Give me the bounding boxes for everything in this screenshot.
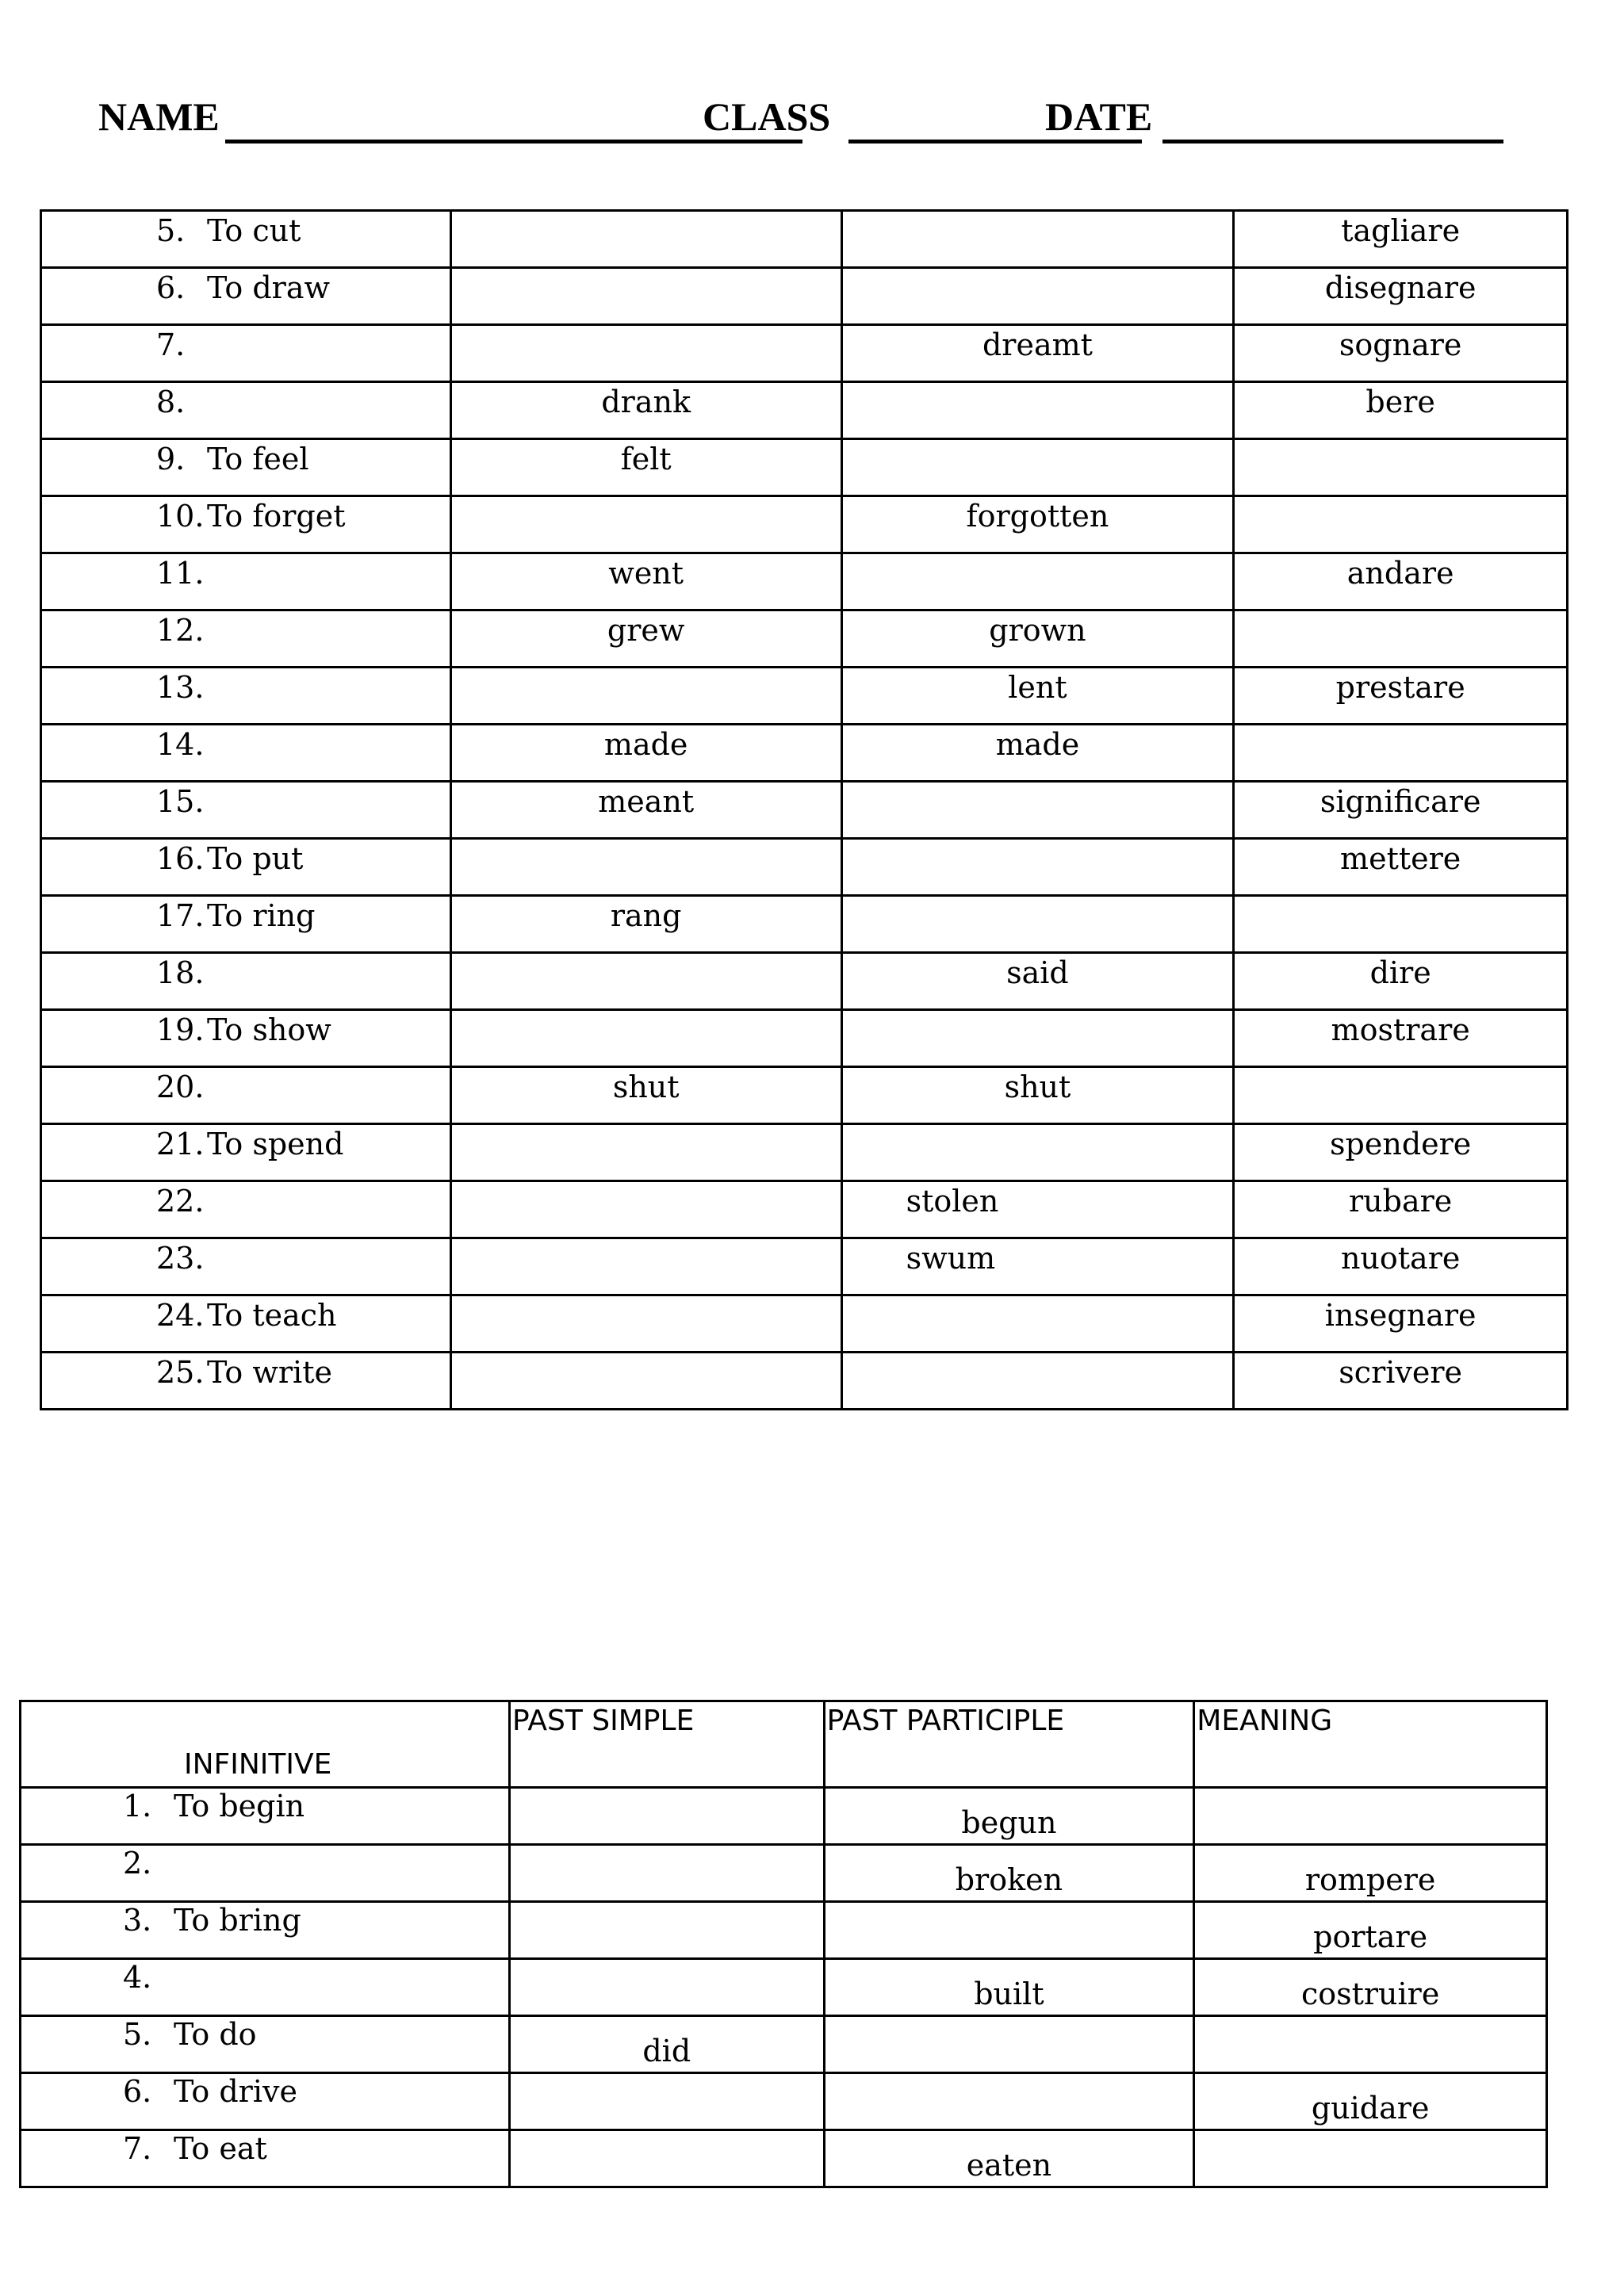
table-row [41,325,1568,382]
past-participle-cell[interactable]: shut [841,1067,1234,1124]
past-simple-cell[interactable] [450,1124,841,1181]
infinitive-cell [41,610,451,668]
table-row [41,382,1568,439]
infinitive-cell [21,2073,510,2130]
past-simple-cell[interactable] [450,211,841,268]
meaning-cell[interactable]: tagliare [1234,211,1568,268]
infinitive-cell [41,211,451,268]
infinitive-cell [41,382,451,439]
meaning-cell[interactable]: prestare [1234,668,1568,725]
meaning-cell[interactable] [1194,2130,1547,2187]
past-participle-cell[interactable]: dreamt [841,325,1234,382]
past-simple-cell[interactable] [450,1010,841,1067]
row-number: 18. [156,955,205,990]
infinitive-cell [41,553,451,610]
table-row [21,1845,1547,1902]
infinitive-text: To show [207,1012,331,1047]
infinitive-cell [41,668,451,725]
past-simple-cell[interactable] [450,1295,841,1353]
past-participle-cell[interactable] [841,782,1234,839]
past-simple-cell[interactable]: meant [450,782,841,839]
table-row [21,1788,1547,1845]
infinitive-text: To spend [207,1127,344,1161]
past-simple-cell[interactable]: grew [450,610,841,668]
past-participle-cell[interactable]: made [841,725,1234,782]
infinitive-text: To forget [207,499,346,534]
row-number: 1. [123,1789,152,1823]
infinitive-cell [41,496,451,553]
infinitive-cell [41,1181,451,1238]
row-number: 19. [156,1012,205,1047]
meaning-cell[interactable] [1234,610,1568,668]
meaning-cell[interactable] [1194,2016,1547,2073]
meaning-cell[interactable]: nuotare [1234,1238,1568,1295]
row-number: 20. [156,1070,205,1104]
table-row [41,782,1568,839]
class-field-line[interactable] [848,140,1142,144]
meaning-cell[interactable]: significare [1234,782,1568,839]
table-row [41,1181,1568,1238]
row-number: 9. [156,442,186,476]
table-row [41,439,1568,496]
header-past-participle: PAST PARTICIPLE [824,1701,1194,1788]
past-simple-cell[interactable] [509,2130,824,2187]
infinitive-cell [41,1295,451,1353]
table-row [41,268,1568,325]
past-participle-cell[interactable] [841,211,1234,268]
meaning-cell[interactable] [1234,1067,1568,1124]
past-simple-cell[interactable] [450,325,841,382]
table-row [41,839,1568,896]
infinitive-text: To draw [207,270,331,305]
past-participle-cell[interactable]: grown [841,610,1234,668]
row-number: 3. [123,1903,152,1938]
meaning-cell[interactable]: spendere [1234,1124,1568,1181]
past-participle-cell[interactable] [841,268,1234,325]
past-participle-cell[interactable] [841,1010,1234,1067]
name-field-line[interactable] [225,140,802,144]
past-participle-cell[interactable] [824,1902,1194,1959]
meaning-cell[interactable]: rubare [1234,1181,1568,1238]
table-row [41,1295,1568,1353]
infinitive-text: To put [207,841,304,876]
past-participle-cell[interactable]: begun [824,1788,1194,1845]
row-number: 17. [156,898,205,933]
past-simple-cell[interactable]: made [450,725,841,782]
past-simple-cell[interactable] [450,1353,841,1410]
meaning-cell[interactable] [1234,439,1568,496]
meaning-cell[interactable]: rompere [1194,1845,1547,1902]
meaning-cell[interactable]: dire [1234,953,1568,1010]
past-simple-cell[interactable] [509,1788,824,1845]
meaning-cell[interactable]: mostrare [1234,1010,1568,1067]
row-number: 16. [156,841,205,876]
infinitive-cell [41,953,451,1010]
meaning-cell[interactable]: costruire [1194,1959,1547,2016]
row-number: 13. [156,670,205,705]
infinitive-text: To drive [174,2074,297,2109]
table-row [41,610,1568,668]
row-number: 2. [123,1846,152,1881]
past-simple-cell[interactable] [450,1181,841,1238]
row-number: 5. [156,213,186,248]
row-number: 11. [156,556,205,591]
infinitive-cell [41,782,451,839]
past-participle-cell[interactable] [841,439,1234,496]
infinitive-text: To eat [174,2131,267,2166]
infinitive-cell [41,839,451,896]
table-row [41,553,1568,610]
table-row [41,211,1568,268]
table-row [41,1353,1568,1410]
row-number: 21. [156,1127,205,1161]
infinitive-cell [41,1353,451,1410]
date-field-line[interactable] [1162,140,1503,144]
date-label: DATE [1045,94,1153,139]
row-number: 24. [156,1298,205,1333]
meaning-cell[interactable]: disegnare [1234,268,1568,325]
row-number: 14. [156,727,205,762]
past-participle-cell[interactable]: broken [824,1845,1194,1902]
past-participle-cell[interactable] [841,896,1234,953]
infinitive-text: To ring [207,898,316,933]
past-simple-cell[interactable]: shut [450,1067,841,1124]
infinitive-text: To do [174,2017,257,2052]
infinitive-cell [41,1067,451,1124]
past-participle-cell[interactable] [841,553,1234,610]
past-participle-cell[interactable] [841,1124,1234,1181]
past-participle-cell[interactable]: eaten [824,2130,1194,2187]
past-simple-cell[interactable] [509,1845,824,1902]
worksheet-header [98,94,1502,149]
infinitive-cell [41,1010,451,1067]
past-participle-cell[interactable] [841,839,1234,896]
infinitive-cell [21,1902,510,1959]
past-simple-cell[interactable] [509,1959,824,2016]
past-participle-cell[interactable] [824,2016,1194,2073]
row-number: 7. [123,2131,152,2166]
infinitive-text: To teach [207,1298,337,1333]
meaning-cell[interactable]: guidare [1194,2073,1547,2130]
infinitive-cell [21,2130,510,2187]
infinitive-text: To feel [207,442,309,476]
row-number: 8. [156,385,186,419]
table-row [41,725,1568,782]
row-number: 6. [123,2074,152,2109]
infinitive-cell [41,439,451,496]
past-participle-cell[interactable]: stolen [841,1181,1234,1238]
meaning-cell[interactable]: portare [1194,1902,1547,1959]
row-number: 23. [156,1241,205,1276]
name-label: NAME [98,94,220,139]
row-number: 22. [156,1184,205,1219]
table-row [41,1010,1568,1067]
meaning-cell[interactable]: sognare [1234,325,1568,382]
table-header-row [21,1701,1547,1788]
past-simple-cell[interactable]: did [509,2016,824,2073]
past-participle-cell[interactable] [841,1295,1234,1353]
meaning-cell[interactable] [1234,896,1568,953]
table-row [41,896,1568,953]
meaning-cell[interactable] [1234,496,1568,553]
infinitive-cell [41,268,451,325]
row-number: 5. [123,2017,152,2052]
meaning-cell[interactable]: scrivere [1234,1353,1568,1410]
irregular-verbs-table-start [19,1700,1548,2188]
meaning-cell[interactable] [1234,725,1568,782]
infinitive-cell [41,1238,451,1295]
infinitive-cell [21,1959,510,2016]
header-meaning: MEANING [1194,1701,1547,1788]
class-label: CLASS [703,94,831,139]
past-participle-cell[interactable]: lent [841,668,1234,725]
table-row [21,2016,1547,2073]
table-row [21,1902,1547,1959]
past-participle-cell[interactable]: forgotten [841,496,1234,553]
past-participle-cell[interactable]: said [841,953,1234,1010]
infinitive-text: To cut [207,213,301,248]
past-participle-cell[interactable]: swum [841,1238,1234,1295]
meaning-cell[interactable]: bere [1234,382,1568,439]
past-simple-cell[interactable] [450,1238,841,1295]
infinitive-text: To bring [174,1903,301,1938]
table-row [21,2130,1547,2187]
header-past-simple: PAST SIMPLE [509,1701,824,1788]
meaning-cell[interactable]: insegnare [1234,1295,1568,1353]
table-row [41,1124,1568,1181]
past-participle-cell[interactable]: built [824,1959,1194,2016]
past-simple-cell[interactable]: rang [450,896,841,953]
infinitive-cell [41,725,451,782]
meaning-cell[interactable]: andare [1234,553,1568,610]
past-participle-cell[interactable] [841,1353,1234,1410]
past-participle-cell[interactable] [841,382,1234,439]
past-simple-cell[interactable] [450,953,841,1010]
row-number: 25. [156,1355,205,1390]
meaning-cell[interactable]: mettere [1234,839,1568,896]
infinitive-cell [21,1845,510,1902]
irregular-verbs-table-continued [40,209,1568,1410]
table-row [41,496,1568,553]
past-simple-cell[interactable] [509,2073,824,2130]
row-number: 15. [156,784,205,819]
infinitive-cell [41,325,451,382]
row-number: 10. [156,499,205,534]
past-participle-cell[interactable] [824,2073,1194,2130]
infinitive-cell [21,2016,510,2073]
past-simple-cell[interactable]: drank [450,382,841,439]
infinitive-cell [41,896,451,953]
past-simple-cell[interactable] [450,496,841,553]
row-number: 12. [156,613,205,648]
past-simple-cell[interactable] [450,268,841,325]
past-simple-cell[interactable]: felt [450,439,841,496]
header-infinitive: INFINITIVE [21,1701,510,1788]
infinitive-cell [41,1124,451,1181]
infinitive-text: To begin [174,1789,305,1823]
infinitive-text: To write [207,1355,332,1390]
table-row [21,2073,1547,2130]
row-number: 4. [123,1960,152,1995]
meaning-cell[interactable] [1194,1788,1547,1845]
past-simple-cell[interactable]: went [450,553,841,610]
table-row [21,1959,1547,2016]
table-row [41,1067,1568,1124]
row-number: 7. [156,327,186,362]
past-simple-cell[interactable] [509,1902,824,1959]
row-number: 6. [156,270,186,305]
table-row [41,953,1568,1010]
infinitive-cell [21,1788,510,1845]
table-row [41,1238,1568,1295]
past-simple-cell[interactable] [450,668,841,725]
table-row [41,668,1568,725]
past-simple-cell[interactable] [450,839,841,896]
